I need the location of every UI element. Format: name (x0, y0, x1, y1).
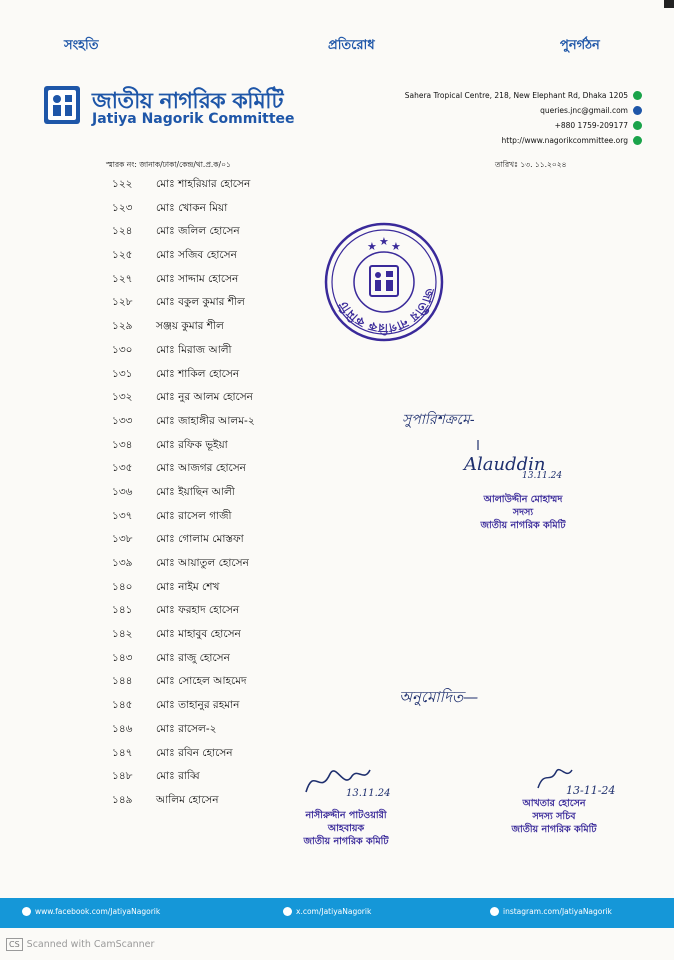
member-number: ১২৮ (112, 296, 133, 309)
member-name: মোঃ মাহাবুব হোসেন (156, 628, 241, 641)
member-row (112, 390, 352, 414)
member-name: মোঃ সোহেল আহমেদ (156, 675, 247, 688)
member-number: ১২৯ (112, 320, 133, 333)
instagram-text: instagram.com/JatiyaNagorik (503, 907, 612, 916)
member-number: ১২২ (112, 178, 133, 190)
recommender-signature-text: Alauddin (464, 454, 546, 475)
member-number: ১৩৫ (112, 462, 133, 475)
member-row (112, 343, 352, 367)
member-row (112, 224, 352, 248)
logo-english-name: Jatiya Nagorik Committee (92, 111, 295, 127)
phone-text: +880 1759-209177 (554, 121, 628, 130)
member-number: ১৩১ (112, 367, 133, 380)
secretary-block (474, 797, 634, 836)
member-name: মোঃ তাহানুর রহমান (156, 699, 240, 712)
instagram-link[interactable] (490, 907, 612, 916)
slogans (0, 36, 674, 60)
convener-sign-date: 13.11.24 (346, 788, 391, 799)
secretary-name: আখতার হোসেন (522, 798, 586, 809)
member-name: মোঃ আজগর হোসেন (156, 462, 246, 475)
organization-logo (44, 84, 304, 132)
email-text[interactable]: queries.jnc@gmail.com (540, 106, 628, 115)
memo-reference: স্মারক নং: জানাক/ঢাকা/কেন্দ্র/থা.প্র.ক/০১ (106, 160, 231, 169)
memo-date: তারিখঃ ১৩. ১১.২০২৪ (495, 160, 567, 169)
member-number: ১৩৬ (112, 485, 133, 498)
member-row (112, 319, 352, 343)
contact-phone (322, 118, 642, 133)
x-icon (283, 907, 292, 916)
recommender-org: জাতীয় নাগরিক কমিটি (480, 520, 566, 531)
member-number: ১৩৭ (112, 509, 133, 522)
member-name: মোঃ শাহরিয়ার হোসেন (156, 178, 251, 190)
member-number: ১৪৩ (112, 651, 133, 664)
slogan-resistance: প্রতিরোধ (328, 38, 375, 53)
member-name: মোঃ ইয়াছিন আলী (156, 485, 235, 498)
member-name: আলিম হোসেন (156, 793, 219, 806)
facebook-link[interactable] (22, 907, 160, 916)
contact-block (322, 88, 642, 148)
member-name: মোঃ রাসেল-২ (156, 722, 217, 735)
member-row (112, 272, 352, 296)
member-row (112, 367, 352, 391)
secretary-sign-date: 13-11-24 (566, 784, 616, 797)
member-row (112, 580, 352, 604)
member-row (112, 651, 352, 675)
camscanner-icon: CS (6, 938, 23, 951)
member-name: মোঃ রাব্বি (156, 770, 200, 783)
member-row (112, 295, 352, 319)
member-name: মোঃ সাদ্দাম হোসেন (156, 272, 239, 285)
x-text: x.com/JatiyaNagorik (296, 907, 372, 916)
member-row (112, 698, 352, 722)
recommender-block (448, 493, 598, 532)
scanner-watermark (6, 938, 154, 951)
member-number: ১৪১ (112, 604, 133, 617)
member-row (112, 722, 352, 746)
member-number: ১৩২ (112, 391, 133, 404)
member-name: মোঃ জাহাঙ্গীর আলম-২ (156, 414, 255, 427)
member-name: মোঃ নাইম শেখ (156, 580, 220, 593)
member-row (112, 201, 352, 225)
facebook-icon (22, 907, 31, 916)
globe-icon (633, 136, 642, 145)
logo-bangla-name: জাতীয় নাগরিক কমিটি (92, 89, 284, 114)
member-number: ১৪৮ (112, 770, 133, 783)
svg-text:★: ★ (391, 240, 401, 253)
contact-website (322, 133, 642, 148)
secretary-signature (520, 760, 630, 800)
member-row (112, 674, 352, 698)
member-number: ১৩৯ (112, 557, 133, 569)
instagram-icon (490, 907, 499, 916)
member-row (112, 509, 352, 533)
member-number: ১৪৬ (112, 722, 133, 735)
member-name: মোঃ জলিল হোসেন (156, 225, 240, 238)
svg-text:★: ★ (379, 235, 389, 248)
member-name: মোঃ আয়াতুল হোসেন (156, 557, 249, 569)
secretary-org: জাতীয় নাগরিক কমিটি (511, 824, 597, 835)
recommender-name: আলাউদ্দীন মোহাম্মদ (483, 494, 563, 505)
member-number: ১৪৫ (112, 699, 133, 712)
member-number: ১২৭ (112, 272, 133, 285)
member-number: ১৪৯ (112, 793, 133, 806)
member-name: মোঃ মিরাজ আলী (156, 343, 232, 356)
member-name: মোঃ খোকন মিয়া (156, 201, 228, 214)
corner-mark (664, 0, 674, 8)
member-list (112, 177, 352, 817)
member-row (112, 461, 352, 485)
member-number: ১৪৭ (112, 746, 133, 759)
x-link[interactable] (283, 907, 371, 916)
member-name: মোঃ সজিব হোসেন (156, 249, 237, 262)
member-name: মোঃ শাকিল হোসেন (156, 367, 240, 380)
convener-signature (300, 756, 410, 804)
seal-text: জাতীয় নাগরিক কমিটি (336, 286, 437, 336)
address-text: Sahera Tropical Centre, 218, New Elephant Rd, Dhaka 1205 (404, 91, 628, 100)
member-number: ১৪২ (112, 628, 133, 641)
location-icon (633, 91, 642, 100)
facebook-text: www.facebook.com/JatiyaNagorik (35, 907, 161, 916)
convener-block (266, 809, 426, 848)
member-number: ১৩৪ (112, 438, 133, 451)
scanner-text: Scanned with CamScanner (26, 939, 155, 950)
member-number: ১৩০ (112, 343, 133, 356)
member-name: মোঃ রাজু হোসেন (156, 651, 230, 664)
phone-icon (633, 121, 642, 130)
member-row (112, 627, 352, 651)
member-row (112, 438, 352, 462)
convener-org: জাতীয় নাগরিক কমিটি (303, 836, 389, 847)
jnc-logo-icon (44, 86, 80, 124)
convener-role: আহবায়ক (327, 823, 365, 834)
member-number: ১৪০ (112, 580, 133, 593)
member-row (112, 248, 352, 272)
member-row (112, 177, 352, 201)
member-name: মোঃ রবিন হোসেন (156, 746, 233, 759)
slogan-solidarity: সংহতি (64, 38, 99, 53)
approval-note: অনুমোদিত— (399, 688, 479, 706)
svg-text:★: ★ (367, 240, 377, 253)
member-number: ১৩৮ (112, 533, 133, 546)
organization-seal (322, 220, 446, 344)
contact-address (322, 88, 642, 103)
social-footer (0, 898, 674, 928)
convener-name: নাসীরুদ্দীন পাটওয়ারী (305, 810, 387, 821)
member-name: মোঃ ফরহাদ হোসেন (156, 604, 240, 617)
member-number: ১২৪ (112, 225, 133, 238)
member-number: ১২৩ (112, 201, 133, 214)
member-name: মোঃ বকুল কুমার শীল (156, 296, 245, 309)
member-name: মোঃ নুর আলম হোসেন (156, 391, 253, 404)
recommendation-note: সুপারিশক্রমে- (402, 412, 475, 428)
recommender-role: সদস্য (512, 507, 534, 518)
member-name: মোঃ গোলাম মোস্তফা (156, 533, 244, 546)
email-icon (633, 106, 642, 115)
member-row (112, 532, 352, 556)
slogan-rebuild: পুনর্গঠন (560, 38, 600, 53)
recommender-signature (460, 440, 580, 482)
member-number: ১২৫ (112, 249, 133, 262)
member-row (112, 603, 352, 627)
member-name: মোঃ রফিক ভূইয়া (156, 438, 228, 451)
member-row (112, 556, 352, 580)
member-name: মোঃ রাসেল গাজী (156, 509, 232, 522)
member-row (112, 485, 352, 509)
secretary-role: সদস্য সচিব (532, 811, 576, 822)
member-number: ১৪৪ (112, 675, 133, 688)
member-row (112, 414, 352, 438)
website-text[interactable]: http://www.nagorikcommittee.org (501, 136, 628, 145)
contact-email (322, 103, 642, 118)
member-name: সঞ্জয় কুমার শীল (156, 320, 224, 333)
recommender-sign-date: 13.11.24 (522, 471, 563, 481)
member-number: ১৩৩ (112, 414, 133, 427)
